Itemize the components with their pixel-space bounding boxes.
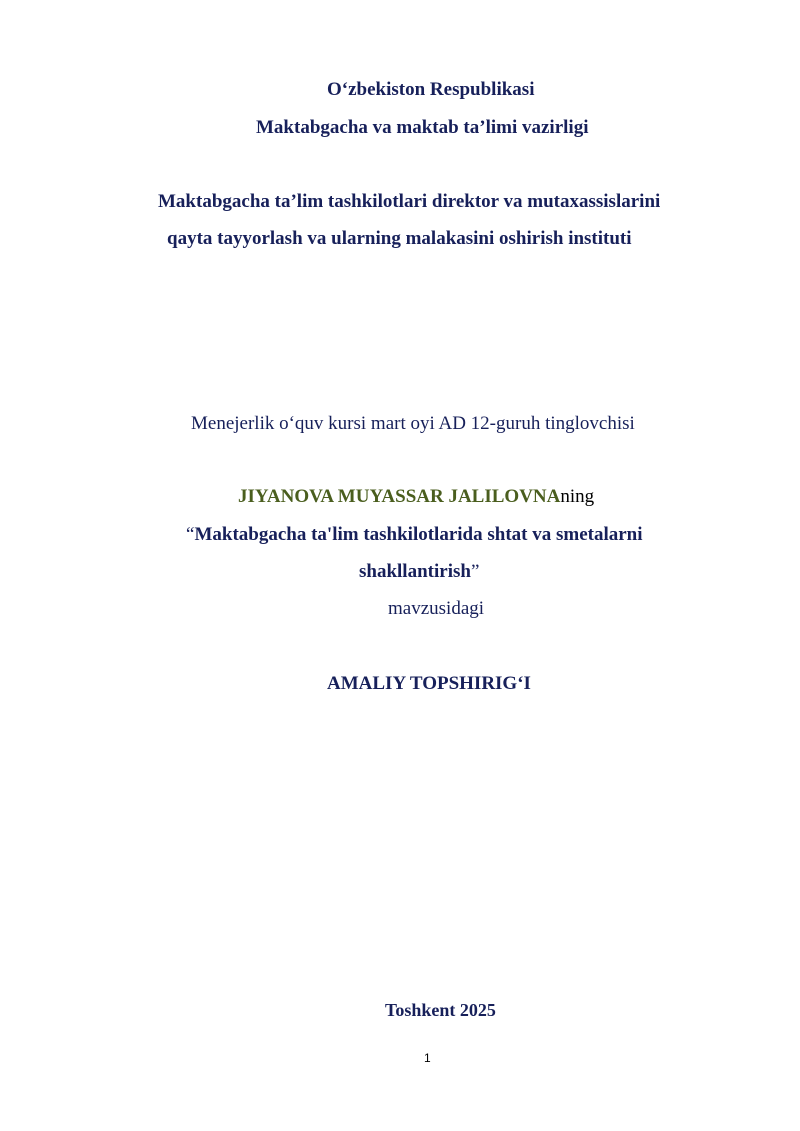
topic-text-line1: Maktabgacha ta'lim tashkilotlarida shtat va smetalarni bbox=[194, 524, 643, 545]
institute-heading-line1: Maktabgacha ta’lim tashkilotlari direktor va mutaxassislarini bbox=[158, 191, 661, 212]
city-year: Toshkent 2025 bbox=[385, 1000, 496, 1020]
ministry-heading: Maktabgacha va maktab ta’limi vazirligi bbox=[256, 117, 589, 138]
topic-word: mavzusidagi bbox=[388, 598, 485, 619]
course-line: Menejerlik o‘quv kursi mart oyi AD 12-guruh tinglovchisi bbox=[191, 413, 635, 434]
republic-heading: O‘zbekiston Respublikasi bbox=[327, 79, 535, 100]
document-title: AMALIY TOPSHIRIG‘I bbox=[327, 673, 531, 694]
topic-text-line2: shakllantirish bbox=[359, 561, 471, 582]
author-name: JIYANOVA MUYASSAR JALILOVNA bbox=[238, 486, 561, 507]
page-number: 1 bbox=[424, 1051, 431, 1065]
topic-close-quote: ” bbox=[470, 561, 480, 582]
topic-open-quote: “ bbox=[186, 524, 195, 545]
topic-line1 bbox=[186, 524, 643, 546]
topic-line2 bbox=[359, 561, 479, 583]
author-line bbox=[238, 486, 594, 508]
author-suffix: ning bbox=[560, 486, 595, 507]
institute-heading-line2: qayta tayyorlash va ularning malakasini oshirish instituti bbox=[167, 228, 632, 249]
